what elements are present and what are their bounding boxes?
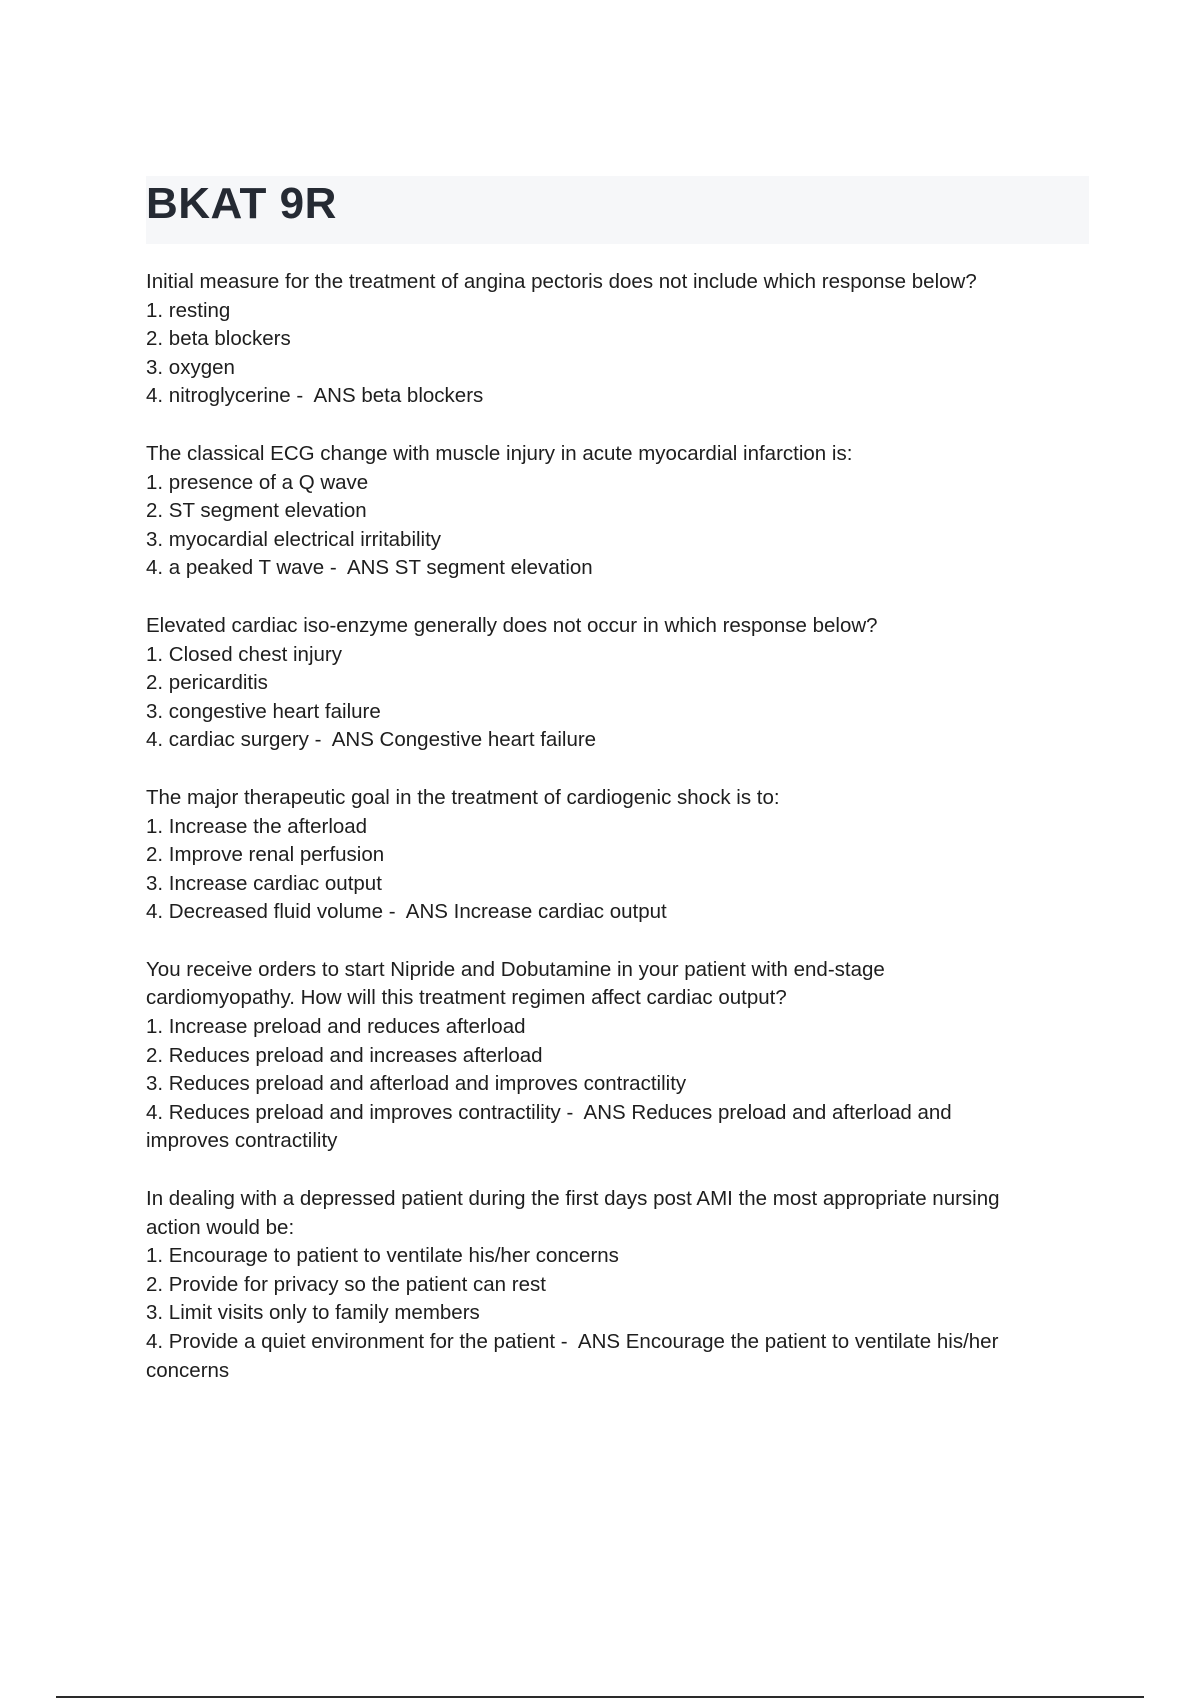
answer-option: 2. pericarditis xyxy=(146,671,268,695)
question-text: Elevated cardiac iso-enzyme generally does not occur in which response below? xyxy=(146,613,878,637)
answer-option: 3. Limit visits only to family members xyxy=(146,1301,480,1325)
answer-option-with-key: 4. Provide a quiet environment for the patient - ANS Encourage the patient to ventilate his/her xyxy=(146,1330,999,1353)
answer-option: 1. Closed chest injury xyxy=(146,642,342,666)
question-text: The classical ECG change with muscle injury in acute myocardial infarction is: xyxy=(146,441,853,465)
answer-option: 1. resting xyxy=(146,298,231,322)
answer-option-with-key: 4. nitroglycerine - ANS beta blockers xyxy=(146,384,484,408)
question-block-2 xyxy=(146,440,1076,583)
question-block-6 xyxy=(146,1185,1076,1385)
footer-divider xyxy=(56,1696,1144,1698)
answer-option: 3. Reduces preload and afterload and improves contractility xyxy=(146,1072,687,1096)
question-text: action would be: xyxy=(146,1215,295,1239)
question-text: cardiomyopathy. How will this treatment regimen affect cardiac output? xyxy=(146,986,787,1010)
answer-option: 1. presence of a Q wave xyxy=(146,470,369,494)
answer-option: 3. Increase cardiac output xyxy=(146,871,382,895)
question-block-3 xyxy=(146,612,1076,755)
answer-option: 1. Increase preload and reduces afterload xyxy=(146,1015,526,1039)
question-text: In dealing with a depressed patient during the first days post AMI the most appropriate nursing xyxy=(146,1187,1000,1211)
question-list xyxy=(146,268,1076,1414)
page-title: BKAT 9R xyxy=(146,179,337,228)
answer-option: 1. Encourage to patient to ventilate his/her concerns xyxy=(146,1244,619,1268)
answer-option-with-key: concerns xyxy=(146,1358,230,1382)
answer-option: 2. Reduces preload and increases afterload xyxy=(146,1043,543,1067)
question-text: You receive orders to start Nipride and Dobutamine in your patient with end-stage xyxy=(146,957,885,981)
answer-option: 1. Increase the afterload xyxy=(146,814,368,838)
answer-option: 2. Improve renal perfusion xyxy=(146,843,385,867)
answer-option: 2. ST segment elevation xyxy=(146,499,367,523)
answer-option-with-key: 4. a peaked T wave - ANS ST segment elevation xyxy=(146,556,593,580)
answer-option: 3. myocardial electrical irritability xyxy=(146,527,442,551)
answer-option: 2. beta blockers xyxy=(146,327,291,351)
question-text: The major therapeutic goal in the treatment of cardiogenic shock is to: xyxy=(146,785,780,809)
answer-option-with-key: 4. Reduces preload and improves contractility - ANS Reduces preload and afterload and xyxy=(146,1100,952,1124)
question-block-1 xyxy=(146,268,1076,411)
answer-option: 2. Provide for privacy so the patient can rest xyxy=(146,1272,546,1296)
answer-option-with-key: 4. Decreased fluid volume - ANS Increase cardiac output xyxy=(146,900,667,924)
question-block-5 xyxy=(146,956,1076,1156)
question-block-4 xyxy=(146,784,1076,927)
answer-option: 3. congestive heart failure xyxy=(146,699,381,723)
answer-option-with-key: 4. cardiac surgery - ANS Congestive heart failure xyxy=(146,728,597,752)
answer-option-with-key: improves contractility xyxy=(146,1129,338,1153)
question-text: Initial measure for the treatment of angina pectoris does not include which response below? xyxy=(146,270,977,293)
answer-option: 3. oxygen xyxy=(146,355,235,379)
